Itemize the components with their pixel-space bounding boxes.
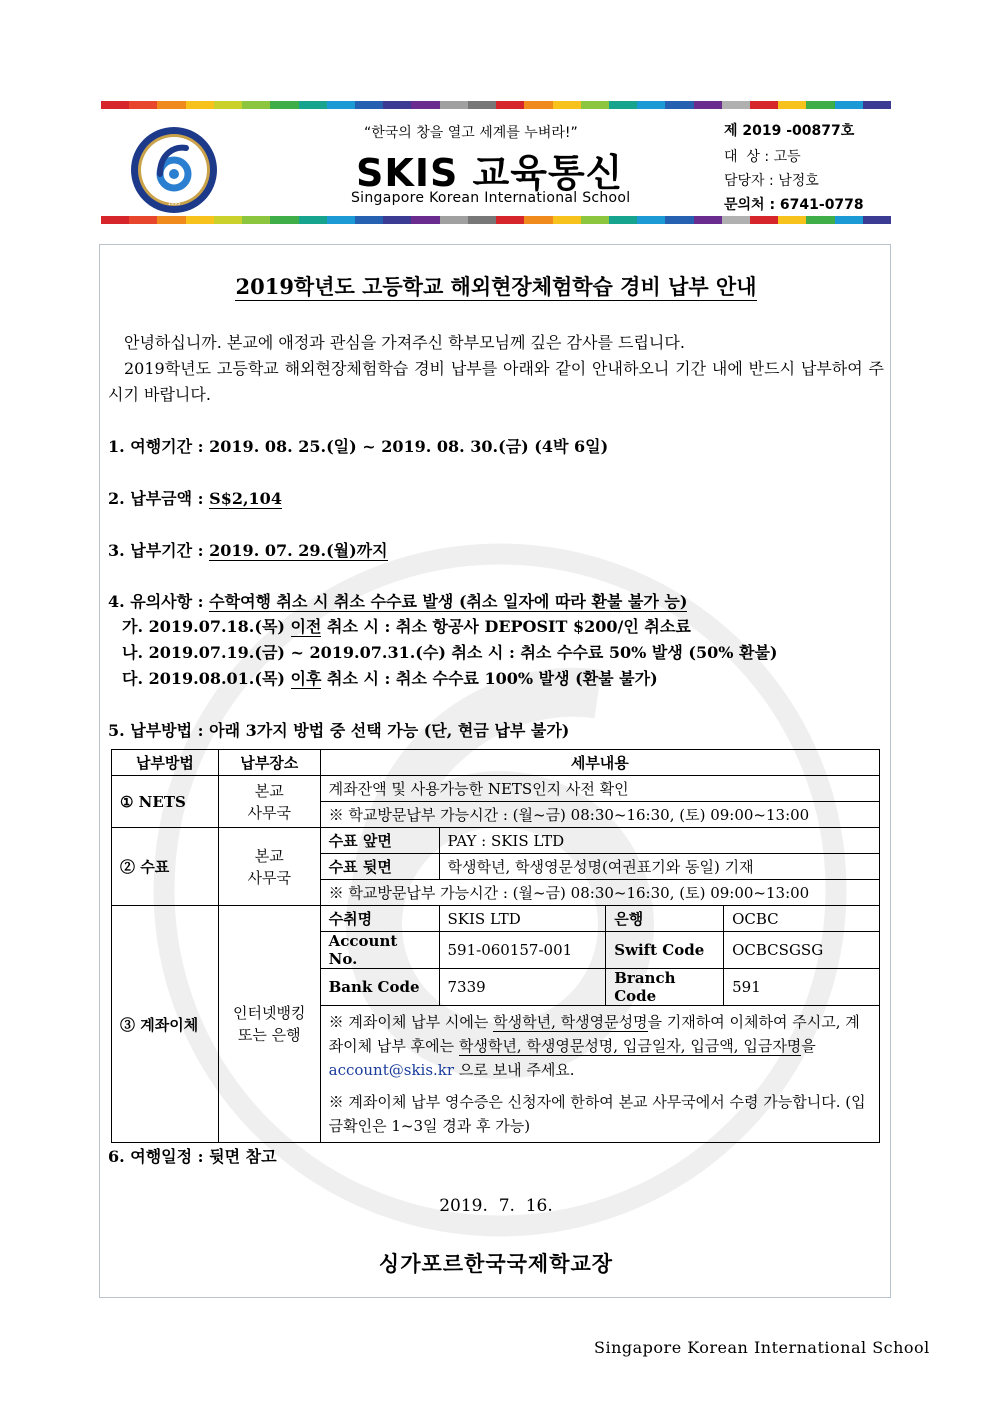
stripe-segment (440, 101, 468, 109)
payment-method: 5. 납부방법 : 아래 3가지 방법 중 선택 가능 (단, 현금 납부 불가) (108, 721, 570, 740)
stripe-segment (694, 101, 722, 109)
doc-contact: 문의처 : 6741-0778 (724, 197, 864, 213)
footer-school-name: Singapore Korean International School (594, 1338, 930, 1357)
stripe-segment (242, 216, 270, 224)
stripe-segment (553, 101, 581, 109)
nets-hours: ※ 학교방문납부 가능시간 : (월~금) 08:30~16:30, (토) 09:00~13:00 (320, 802, 879, 828)
stripe-segment (383, 216, 411, 224)
doc-manager: 담당자 : 남정호 (724, 173, 819, 189)
signer: 싱가포르한국국제학교장 (378, 1251, 614, 1276)
color-stripe-bottom (101, 216, 891, 224)
table-row (112, 828, 880, 854)
stripe-segment (665, 216, 693, 224)
transfer-note-1: ※ 계좌이체 납부 시에는 학생학년, 학생영문성명을 기재하여 이체하여 주시고, 계좌이체 납부 후에는 학생학년, 학생영문성명, 입금일자, 입금액, 입금자명을 account@skis.kr 으로 보내 주세요. (320, 1006, 879, 1087)
caution-item-b: 나. 2019.07.19.(금) ~ 2019.07.31.(수) 취소 시 : 취소 수수료 50% 발생 (50% 환불) (122, 643, 778, 662)
stripe-segment (129, 216, 157, 224)
header-detail: 세부내용 (320, 750, 879, 776)
doc-target: 대 상 : 고등 (724, 149, 801, 165)
stripe-segment (581, 216, 609, 224)
payee-label: 수취명 (320, 906, 439, 932)
account-value: 591-060157-001 (439, 932, 606, 969)
nets-place: 본교 사무국 (218, 776, 320, 828)
stripe-segment (665, 101, 693, 109)
stripe-segment (581, 101, 609, 109)
bankcode-value: 7339 (439, 969, 606, 1006)
stripe-segment (694, 216, 722, 224)
stripe-segment (778, 101, 806, 109)
school-logo-icon (130, 126, 218, 214)
table-row (112, 776, 880, 802)
stripe-segment (101, 216, 129, 224)
stripe-segment (157, 216, 185, 224)
payment-amount: 2. 납부금액 : S$2,104 (108, 489, 282, 508)
stripe-segment (299, 101, 327, 109)
color-stripe-top (101, 101, 891, 109)
stripe-segment (637, 101, 665, 109)
travel-period: 1. 여행기간 : 2019. 08. 25.(일) ~ 2019. 08. 30.(금) (4박 6일) (108, 437, 609, 456)
stripe-segment (468, 101, 496, 109)
stripe-segment (496, 101, 524, 109)
nets-detail: 계좌잔액 및 사용가능한 NETS인지 사전 확인 (320, 776, 879, 802)
stripe-segment (299, 216, 327, 224)
stripe-segment (722, 216, 750, 224)
page-title: 2019학년도 고등학교 해외현장체험학습 경비 납부 안내 (235, 274, 757, 299)
svg-text:1993: 1993 (167, 201, 181, 207)
intro-body: 2019학년도 고등학교 해외현장체험학습 경비 납부를 아래와 같이 안내하오니 기간 내에 반드시 납부하여 주시기 바랍니다. (108, 359, 884, 404)
bank-value: OCBC (724, 906, 880, 932)
cheque-place: 본교 사무국 (218, 828, 320, 906)
stripe-segment (186, 216, 214, 224)
stripe-segment (129, 101, 157, 109)
stripe-segment (609, 101, 637, 109)
stripe-segment (468, 216, 496, 224)
stripe-segment (214, 216, 242, 224)
swift-value: OCBCSGSG (724, 932, 880, 969)
stripe-segment (609, 216, 637, 224)
table-header-row (112, 750, 880, 776)
stripe-segment (835, 216, 863, 224)
stripe-segment (327, 101, 355, 109)
header-method: 납부방법 (112, 750, 219, 776)
stripe-segment (750, 216, 778, 224)
stripe-segment (496, 216, 524, 224)
stripe-segment (637, 216, 665, 224)
stripe-segment (750, 101, 778, 109)
table-row (112, 906, 880, 932)
stripe-segment (553, 216, 581, 224)
cheque-method: ② 수표 (112, 828, 219, 906)
motto: “한국의 창을 열고 세계를 누벼라!” (364, 125, 578, 141)
caution-item-a: 가. 2019.07.18.(목) 이전 취소 시 : 취소 항공사 DEPOSIT $200/인 취소료 (122, 617, 691, 636)
stripe-segment (806, 216, 834, 224)
branch-label: Branch Code (606, 969, 724, 1006)
caution-item-c: 다. 2019.08.01.(목) 이후 취소 시 : 취소 수수료 100% 발생 (환불 불가) (122, 669, 658, 688)
email-link[interactable]: account@skis.kr (328, 1061, 455, 1079)
payment-table (111, 749, 880, 1143)
stripe-segment (327, 216, 355, 224)
stripe-segment (806, 101, 834, 109)
stripe-segment (355, 101, 383, 109)
stripe-segment (835, 101, 863, 109)
intro-greeting: 안녕하십니까. 본교에 애정과 관심을 가져주신 학부모님께 깊은 감사를 드립니다. (124, 333, 685, 352)
transfer-method: ③ 계좌이체 (112, 906, 219, 1143)
bank-label: 은행 (606, 906, 724, 932)
stripe-segment (186, 101, 214, 109)
doc-number: 제 2019 -00877호 (724, 123, 855, 139)
brand-subtitle: Singapore Korean International School (351, 190, 631, 206)
travel-schedule: 6. 여행일정 : 뒷면 참고 (108, 1147, 277, 1166)
branch-value: 591 (724, 969, 880, 1006)
stripe-segment (524, 101, 552, 109)
stripe-segment (411, 216, 439, 224)
transfer-place: 인터넷뱅킹 또는 은행 (218, 906, 320, 1143)
stripe-segment (157, 101, 185, 109)
stripe-segment (242, 101, 270, 109)
cheque-back-value: 학생학년, 학생영문성명(여권표기와 동일) 기재 (439, 854, 879, 880)
account-label: Account No. (320, 932, 439, 969)
stripe-segment (411, 101, 439, 109)
stripe-segment (270, 216, 298, 224)
newsletter-brand: SKIS 교육통신 (356, 151, 624, 195)
transfer-note-2: ※ 계좌이체 납부 영수증은 신청자에 한하여 본교 사무국에서 수령 가능합니다. (입금확인은 1~3일 경과 후 가능) (320, 1086, 879, 1143)
cheque-front-label: 수표 앞면 (320, 828, 439, 854)
cheque-front-value: PAY : SKIS LTD (439, 828, 879, 854)
stripe-segment (355, 216, 383, 224)
stripe-segment (778, 216, 806, 224)
stripe-segment (863, 216, 891, 224)
payee-value: SKIS LTD (439, 906, 606, 932)
stripe-segment (383, 101, 411, 109)
stripe-segment (524, 216, 552, 224)
payment-deadline: 3. 납부기간 : 2019. 07. 29.(월)까지 (108, 541, 388, 560)
stripe-segment (214, 101, 242, 109)
header-place: 납부장소 (218, 750, 320, 776)
caution: 4. 유의사항 : 수학여행 취소 시 취소 수수료 발생 (취소 일자에 따라 환불 불가 능) (108, 592, 688, 611)
issue-date: 2019. 7. 16. (439, 1196, 553, 1216)
stripe-segment (440, 216, 468, 224)
bankcode-label: Bank Code (320, 969, 439, 1006)
nets-method: ① NETS (112, 776, 219, 828)
stripe-segment (722, 101, 750, 109)
stripe-segment (101, 101, 129, 109)
swift-label: Swift Code (606, 932, 724, 969)
stripe-segment (863, 101, 891, 109)
stripe-segment (270, 101, 298, 109)
cheque-hours: ※ 학교방문납부 가능시간 : (월~금) 08:30~16:30, (토) 09:00~13:00 (320, 880, 879, 906)
cheque-back-label: 수표 뒷면 (320, 854, 439, 880)
